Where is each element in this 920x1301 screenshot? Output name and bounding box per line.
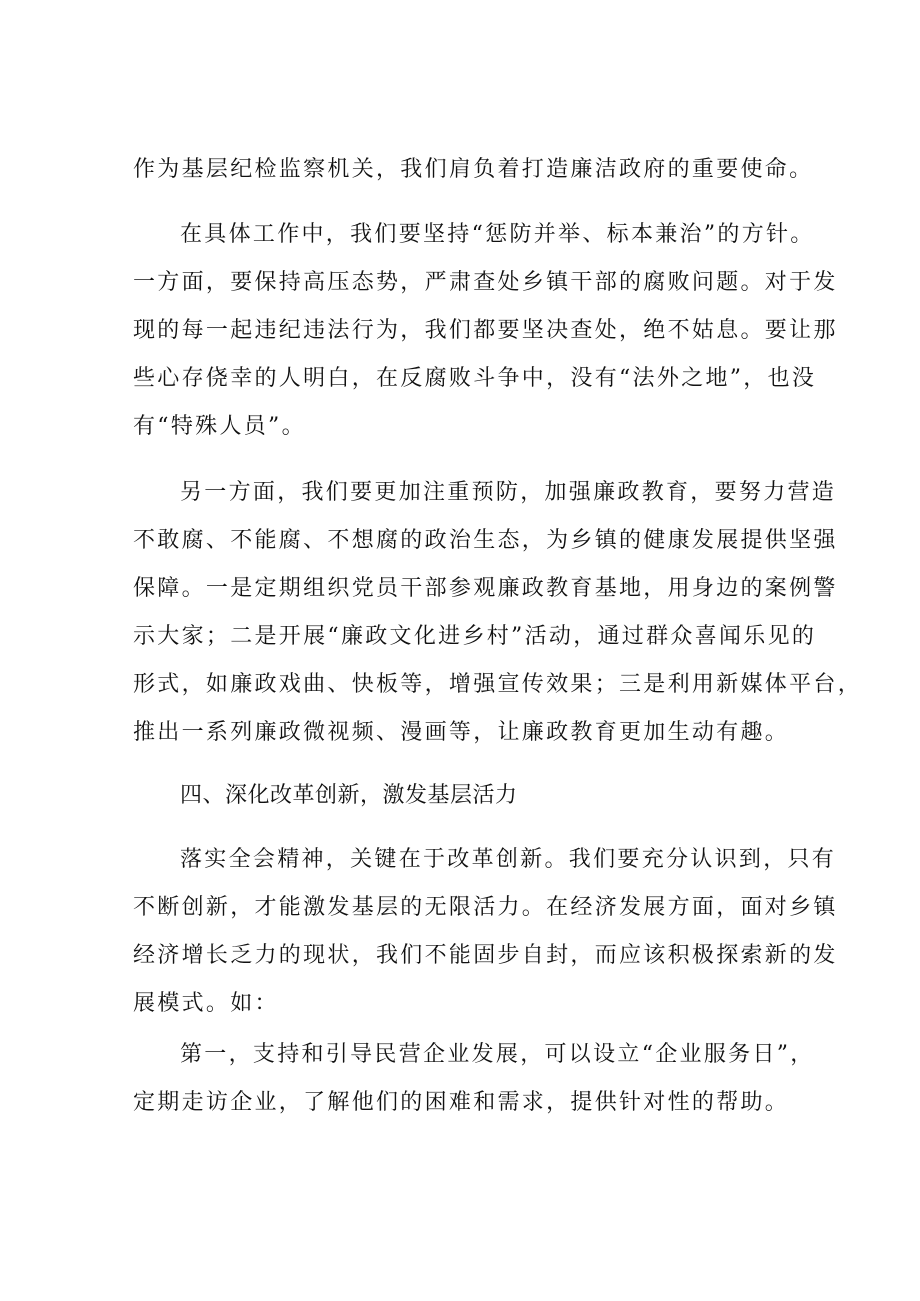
paragraph-3-line-4: 示大家；二是开展“廉政文化进乡村”活动，通过群众喜闻乐见的 — [133, 624, 817, 649]
paragraph-4-line-4: 展模式。如： — [133, 991, 279, 1016]
paragraph-2-line-4: 些心存侥幸的人明白，在反腐败斗争中，没有“法外之地”，也没 — [133, 366, 817, 391]
paragraph-2-line-1: 在具体工作中，我们要坚持“惩防并举、标本兼治”的方针。 — [180, 222, 815, 247]
paragraph-1-line-1: 作为基层纪检监察机关，我们肩负着打造廉洁政府的重要使命。 — [133, 157, 814, 182]
paragraph-2-line-2: 一方面，要保持高压态势，严肃查处乡镇干部的腐败问题。对于发 — [133, 270, 838, 295]
paragraph-4-line-2: 不断创新，才能激发基层的无限活力。在经济发展方面，面对乡镇 — [133, 895, 838, 920]
paragraph-5-line-2: 定期走访企业，了解他们的困难和需求，提供针对性的帮助。 — [133, 1090, 790, 1115]
paragraph-4-line-3: 经济增长乏力的现状，我们不能固步自封，而应该积极探索新的发 — [133, 943, 838, 968]
paragraph-2-line-3: 现的每一起违纪违法行为，我们都要坚决查处，绝不姑息。要让那 — [133, 318, 838, 343]
paragraph-3-line-1: 另一方面，我们要更加注重预防，加强廉政教育，要努力营造 — [180, 480, 837, 505]
section-heading: 四、深化改革创新，激发基层活力 — [180, 783, 518, 808]
paragraph-2-line-5: 有“特殊人员”。 — [133, 414, 306, 439]
paragraph-4-line-1: 落实全会精神，关键在于改革创新。我们要充分认识到，只有 — [180, 847, 837, 872]
paragraph-5-line-1: 第一，支持和引导民营企业发展，可以设立“企业服务日”， — [180, 1042, 815, 1067]
paragraph-3-line-3: 保障。一是定期组织党员干部参观廉政教育基地，用身边的案例警 — [133, 576, 838, 601]
paragraph-3-line-2: 不敢腐、不能腐、不想腐的政治生态，为乡镇的健康发展提供坚强 — [133, 528, 838, 553]
paragraph-3-line-6: 推出一系列廉政微视频、漫画等，让廉政教育更加生动有趣。 — [133, 720, 790, 745]
paragraph-3-line-5: 形式，如廉政戏曲、快板等，增强宣传效果；三是利用新媒体平台， — [133, 672, 863, 697]
